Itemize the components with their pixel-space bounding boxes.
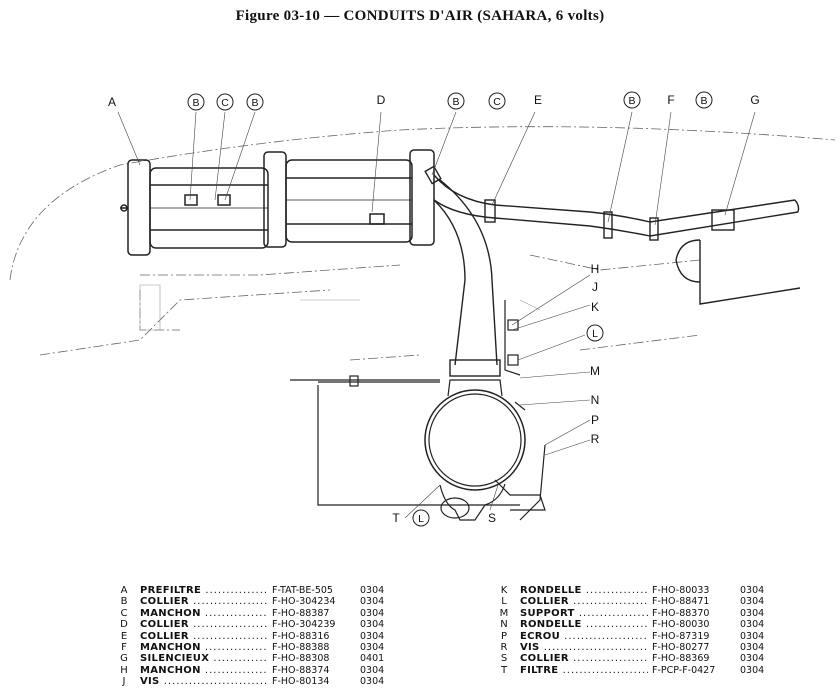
part-letter: H [120, 664, 128, 676]
part-name: VIS ..... [140, 676, 268, 687]
callout-b-4 [624, 92, 640, 108]
part-letter: L [501, 596, 507, 608]
part-name: SUPPORT ..... [520, 608, 648, 619]
callout-b-2 [247, 94, 263, 110]
callout-h: H [590, 262, 600, 276]
part-name: VIS ..... [520, 642, 648, 653]
callout-l-2 [413, 510, 429, 526]
part-name: RONDELLE ..... [520, 619, 648, 630]
part-reference: F-HO-80030 [652, 619, 710, 631]
parts-list-row [116, 676, 416, 687]
part-code: 0304 [740, 607, 765, 619]
part-letter: K [500, 585, 508, 596]
callout-b-5 [696, 92, 712, 108]
part-code: 0304 [360, 607, 385, 619]
part-reference: F-HO-304239 [272, 619, 336, 631]
svg-text:C: C [493, 96, 501, 108]
parts-list-row [116, 653, 416, 664]
svg-text:B: B [700, 95, 708, 107]
part-name: COLLIER ..... [520, 653, 648, 664]
svg-text:B: B [192, 97, 200, 109]
part-name: COLLIER ..... [140, 631, 268, 642]
parts-list-right [496, 585, 796, 676]
part-letter: J [122, 676, 126, 688]
part-code: 0304 [360, 641, 385, 653]
part-code: 0304 [360, 596, 385, 608]
part-code: 0304 [740, 619, 765, 631]
parts-list-left [116, 585, 416, 688]
part-name: MANCHON ..... [140, 665, 268, 676]
svg-text:L: L [592, 328, 598, 340]
callout-e: E [533, 93, 543, 107]
part-code: 0401 [360, 653, 385, 665]
callout-k: K [590, 300, 600, 314]
svg-text:C: C [221, 97, 229, 109]
part-letter: F [121, 641, 127, 653]
part-letter: N [500, 619, 508, 631]
part-reference: F-HO-88369 [652, 653, 710, 665]
parts-list-row [116, 631, 416, 642]
svg-text:B: B [628, 95, 636, 107]
air-filter-cylinder [264, 150, 434, 247]
callout-l [587, 325, 603, 341]
part-reference: F-HO-80277 [652, 641, 710, 653]
part-name: PRÉFILTRE ..... [140, 585, 268, 596]
part-code: 0304 [740, 653, 765, 665]
part-letter: D [120, 619, 128, 631]
part-code: 0304 [360, 630, 385, 642]
callout-s: S [487, 511, 497, 525]
part-name: MANCHON ..... [140, 608, 268, 619]
callout-j: J [592, 280, 598, 294]
callout-c [217, 94, 233, 110]
part-reference: F-PCP-F-0427 [652, 664, 716, 676]
part-name: ÉCROU ..... [520, 631, 648, 642]
part-letter: G [120, 653, 128, 665]
part-code: 0304 [740, 585, 765, 596]
part-reference: F-HO-80134 [272, 676, 330, 688]
callout-g: G [750, 93, 760, 107]
svg-text:L: L [418, 513, 424, 525]
parts-list-row [496, 631, 796, 642]
callout-d: D [376, 93, 386, 107]
part-letter: E [120, 630, 128, 642]
part-reference: F-HO-88316 [272, 630, 330, 642]
silencer [676, 210, 800, 304]
leader-lines [118, 112, 755, 518]
callout-c-2 [489, 93, 505, 109]
figure-title: Figure 03-10 — CONDUITS D'AIR (SAHARA, 6 volts) [235, 8, 605, 24]
parts-list-row [116, 665, 416, 676]
part-name: MANCHON ..... [140, 642, 268, 653]
part-reference: F-TAT-BE-505 [272, 585, 333, 596]
part-letter: M [499, 607, 509, 619]
part-name: RONDELLE ..... [520, 585, 648, 596]
svg-text:B: B [251, 97, 259, 109]
part-reference: F-HO-88370 [652, 607, 710, 619]
part-letter: P [500, 630, 508, 642]
parts-list-row [116, 596, 416, 607]
callout-b-3 [448, 93, 464, 109]
callout-f: F [667, 93, 675, 107]
part-letter: A [120, 585, 128, 596]
part-code: 0304 [360, 664, 385, 676]
callout-t: T [392, 511, 400, 525]
part-letter: B [120, 596, 128, 608]
part-reference: F-HO-88308 [272, 653, 330, 665]
part-name: COLLIER ..... [140, 619, 268, 630]
parts-list-row [496, 596, 796, 607]
parts-list-row [496, 642, 796, 653]
part-reference: F-HO-88374 [272, 664, 330, 676]
svg-text:B: B [452, 96, 460, 108]
prefilter-body [120, 160, 268, 255]
callout-b-1 [188, 94, 204, 110]
part-reference: F-HO-88387 [272, 607, 330, 619]
part-reference: F-HO-88471 [652, 596, 710, 608]
part-code: 0304 [740, 641, 765, 653]
part-letter: S [500, 653, 508, 665]
part-code: 0304 [740, 630, 765, 642]
part-letter: C [120, 607, 128, 619]
parts-list-row [116, 642, 416, 653]
part-name: COLLIER ..... [140, 596, 268, 607]
parts-list-row [496, 619, 796, 630]
part-name: COLLIER ..... [520, 596, 648, 607]
parts-list-row [116, 585, 416, 596]
parts-list-row [116, 608, 416, 619]
part-name: FILTRE ..... [520, 665, 648, 676]
parts-list-row [496, 665, 796, 676]
part-reference: F-HO-304234 [272, 596, 336, 608]
callout-n: N [590, 393, 600, 407]
part-reference: F-HO-88388 [272, 641, 330, 653]
lower-filter-housing [290, 300, 545, 520]
parts-list-row [116, 619, 416, 630]
parts-list-row [496, 608, 796, 619]
callout-p: P [590, 413, 600, 427]
callout-a: A [107, 95, 117, 109]
part-code: 0304 [740, 664, 765, 676]
down-pipe [425, 166, 500, 376]
part-code: 0304 [360, 585, 385, 596]
part-reference: F-HO-80033 [652, 585, 710, 596]
part-code: 0304 [360, 619, 385, 631]
parts-list-row [496, 585, 796, 596]
callout-m: M [590, 364, 600, 378]
part-name: SILENCIEUX ..... [140, 653, 268, 664]
parts-list-row [496, 653, 796, 664]
part-code: 0304 [360, 676, 385, 688]
part-letter: R [500, 641, 508, 653]
chassis-outline [10, 127, 835, 360]
part-letter: T [500, 664, 508, 676]
callout-r: R [590, 432, 600, 446]
part-code: 0304 [740, 596, 765, 608]
part-reference: F-HO-87319 [652, 630, 710, 642]
